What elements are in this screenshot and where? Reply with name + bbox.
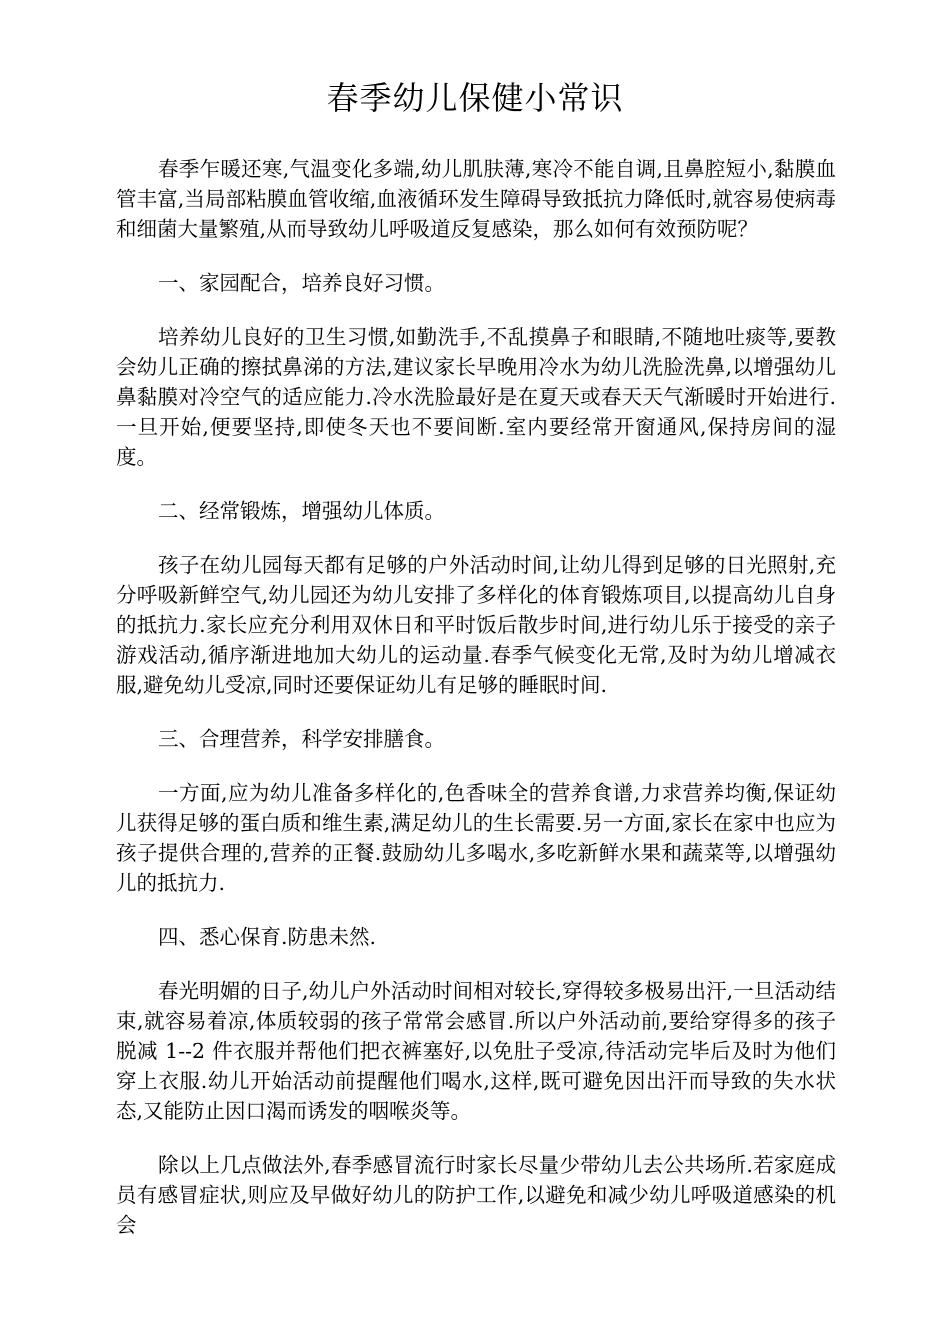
document-title: 春季幼儿保健小常识 [326,79,624,117]
section-paragraph-4: 春光明媚的日子,幼儿户外活动时间相对较长,穿得较多极易出汗,一旦活动结束,就容易着凉,体质较弱的孩子常常会感冒.所以户外活动前,要给穿得多的孩子脱减 1--2 件衣服并帮他们把衣裤塞好,以免肚子受凉,待活动完毕后及时为他们穿上衣服.幼儿开始活动前提醒他们喝水,这样,既可避免因出汗而导致的失水状态,又能防止因口渴而诱发的咽喉炎等。 [116,979,836,1123]
section-heading-2: 二、经常锻炼，增强幼儿体质。 [158,499,445,523]
section-paragraph-1: 培养幼儿良好的卫生习惯,如勤洗手,不乱摸鼻子和眼睛,不随地吐痰等,要教会幼儿正确的擦拭鼻涕的方法,建议家长早晚用冷水为幼儿洗脸洗鼻,以增强幼儿鼻黏膜对冷空气的适应能力.冷水洗脸最好是在夏天或春天天气渐暖时开始进行.一旦开始,便要坚持,即使冬天也不要间断.室内要经常开窗通风,保持房间的湿度。 [116,325,836,469]
section-paragraph-3: 一方面,应为幼儿准备多样化的,色香味全的营养食谱,力求营养均衡,保证幼儿获得足够的蛋白质和维生素,满足幼儿的生长需要.另一方面,家长在家中也应为孩子提供合理的,营养的正餐.鼓励幼儿多喝水,多吃新鲜水果和蔬菜等,以增强幼儿的抵抗力. [116,781,836,895]
section-heading-1: 一、家园配合，培养良好习惯。 [158,271,445,295]
section-heading-4: 四、悉心保育.防患未然. [158,925,377,949]
closing-paragraph: 除以上几点做法外,春季感冒流行时家长尽量少带幼儿去公共场所.若家庭成员有感冒症状,则应及早做好幼儿的防护工作,以避免和减少幼儿呼吸道感染的机会 [116,1153,836,1237]
section-heading-3: 三、合理营养，科学安排膳食。 [158,727,445,751]
intro-paragraph: 春季乍暖还寒,气温变化多端,幼儿肌肤薄,寒冷不能自调,且鼻腔短小,黏膜血管丰富,当局部粘膜血管收缩,血液循环发生障碍导致抵抗力降低时,就容易使病毒和细菌大量繁殖,从而导致幼儿呼吸道反复感染，那么如何有效预防呢？ [116,157,836,241]
section-paragraph-2: 孩子在幼儿园每天都有足够的户外活动时间,让幼儿得到足够的日光照射,充分呼吸新鲜空气,幼儿园还为幼儿安排了多样化的体育锻炼项目,以提高幼儿自身的抵抗力.家长应充分利用双休日和平时饭后散步时间,进行幼儿乐于接受的亲子游戏活动,循序渐进地加大幼儿的运动量.春季气候变化无常,及时为幼儿增减衣服,避免幼儿受凉,同时还要保证幼儿有足够的睡眠时间. [116,553,836,697]
document-body [116,154,836,1264]
